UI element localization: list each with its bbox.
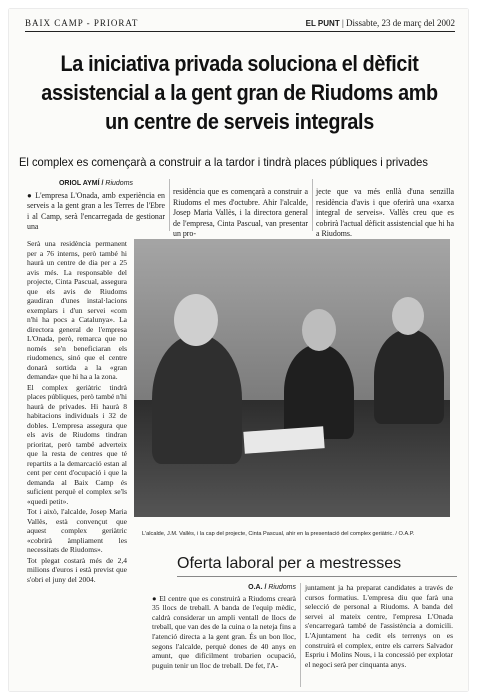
sidebar-paragraph-1: ● El centre que es construirà a Riudoms crearà 35 llocs de treball. A banda de l'equip mèdic, caldrà considerar un ampli ventall de llocs de treball, que van des de la cuina o la neteja fins a l'atenció directa a la gent gran. És un bon lloc, segons l'alcalde, perquè dones de 40 anys en amunt, que difícilment trobarien ocupació, puguin tenir un lloc de treball. De fet, l'A- [152, 593, 296, 670]
byline-place: Riudoms [105, 180, 134, 187]
column-rule [300, 583, 301, 687]
body-paragraph: Serà una residència permanent per a 76 interns, però també hi haurà un centre de dia per a 25 avis més. La responsable del projecte, Cinta Pascual, assegura que els avis de Riudoms gaudiran d'unes instal·lacions exemplars i d'un servei «com n'hi ha pocs a Catalunya». La directora general de l'empresa L'Onada, però, remarca que no només se'n beneficiaran els riudomencs, sinó que el centre donarà sortida a la «gran demanda» que hi ha a la zona. [27, 239, 127, 381]
sidebar-column-2 [305, 583, 453, 670]
sidebar-byline-place: Riudoms [268, 584, 296, 591]
lead-paragraph-3: jecte que va més enllà d'una senzilla residència d'avis i que oferirà una «xarxa integral de serveis». Vallès creu que es cobrirà l'actual dèficit assistencial que hi ha a Riudoms. [316, 187, 454, 239]
sidebar-title: Oferta laboral per a mestresses [177, 555, 457, 577]
lead-paragraph-1: ● L'empresa L'Onada, amb experiència en serveis a la gent gran a les Terres de l'Ebre i al Camp, serà l'encarregada de gestionar una [27, 190, 165, 232]
sidebar-column-1 [152, 583, 296, 671]
byline: ORIOL AYMÍ / Riudoms [58, 180, 134, 187]
person-director [284, 344, 354, 439]
paper-name: EL PUNT [305, 19, 340, 28]
person-director-head [302, 309, 336, 351]
lead-column-1 [27, 179, 165, 234]
section-name: BAIX CAMP - PRIORAT [25, 18, 139, 28]
person-mayor [152, 334, 242, 464]
body-paragraph: Tot plegat costarà més de 2,4 milions d'euros i està previst que s'obri el juny del 2004. [27, 555, 127, 584]
photo-caption: L'alcalde, J.M. Vallès, i la cap del projecte, Cinta Pascual, ahir en la presentació del complex geriàtric. / O.A.P. [142, 531, 415, 537]
lead-column-2 [173, 187, 308, 241]
person-third-head [392, 297, 424, 335]
column-rule [169, 179, 170, 231]
column-rule [312, 179, 313, 231]
sidebar-byline-author: O.A. [248, 584, 263, 591]
headline: La iniciativa privada soluciona el dèficit assistencial a la gent gran de Riudoms amb un centre de serveis integrals [41, 51, 438, 134]
page-header [25, 17, 455, 32]
body-paragraph: El complex geriàtric tindrà places públiques, però també n'hi haurà de privades. Hi haurà 8 habitacions individuals i 32 de dobles. L'empresa assegura que els avis de Riudoms tindran prioritat, però també adverteix que la resta de centres que té repartits a la demarcació estan al cent per cent d'ocupació i que la demanda al Baix Camp és suficient perquè el complex se'ls «quedi petit». [27, 382, 127, 506]
masthead-date: EL PUNT | Dissabte, 23 de març del 2002 [305, 18, 455, 28]
sidebar-byline: O.A. / Riudoms [248, 584, 296, 591]
person-mayor-head [174, 294, 218, 346]
body-paragraph: Tot i això, l'alcalde, Josep Maria Vallès, està convençut que aquest complex geriàtric «cobrirà àmpliament les necessitats de Riudoms». [27, 507, 127, 554]
lead-column-3 [316, 187, 454, 241]
issue-date: Dissabte, 23 de març del 2002 [346, 18, 455, 28]
press-photo [134, 239, 450, 517]
deck: El complex es començarà a construir a la tardor i tindrà places públiques i privades [19, 156, 428, 169]
left-column [27, 239, 127, 585]
person-third [374, 329, 444, 424]
lead-paragraph-2: residència que es començarà a construir a Riudoms el mes d'octubre. Ahir l'alcalde, Josep Maria Vallès, i la directora general de l'empresa, Cinta Pascual, van presentar un pro- [173, 187, 308, 239]
newspaper-page [9, 9, 468, 691]
byline-author: ORIOL AYMÍ [58, 180, 100, 187]
sidebar-paragraph-2: juntament ja ha preparat candidates a través de cursos formatius. L'empresa diu que farà una selecció de personal a Riudoms. A banda del servei al mateix centre, l'empresa L'Onada s'encarregarà també de l'assistència a domicili. L'Ajuntament ha cedit els terrenys on es construirà el complex, entre els carrers Salvador Espriu i Molins Nous, i la concessió per explotar el negoci serà per cinquanta anys. [305, 583, 453, 669]
